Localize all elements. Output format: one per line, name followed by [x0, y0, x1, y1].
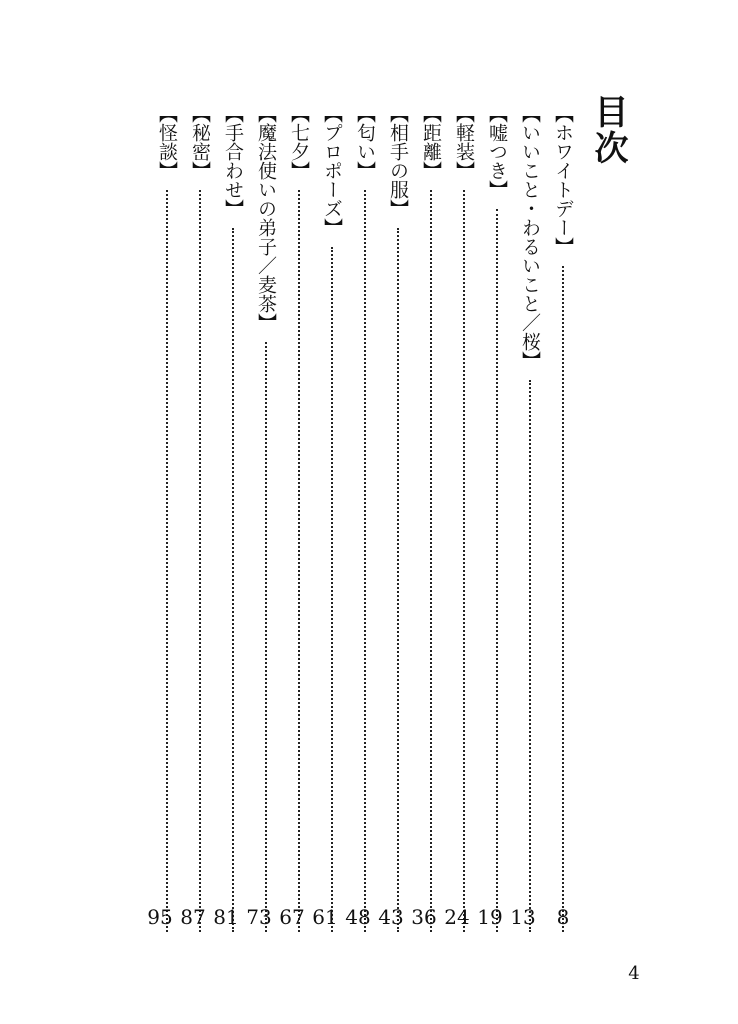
entry-title: 【距離】	[420, 104, 442, 180]
toc-entry	[255, 104, 277, 932]
entry-title: 【軽装】	[453, 104, 475, 180]
toc-title: 目次	[588, 94, 628, 166]
dot-leader	[166, 190, 168, 932]
dot-leader	[232, 228, 234, 932]
dot-leader	[331, 247, 333, 932]
page-number: 48	[345, 905, 371, 929]
page-number: 95	[147, 905, 173, 929]
dot-leader	[430, 190, 432, 932]
page-number: 36	[411, 905, 437, 929]
entry-title: 【手合わせ】	[222, 104, 244, 218]
entry-title: 【ホワイトデー】	[552, 104, 574, 256]
page-number: 67	[279, 905, 305, 929]
page-number: 24	[444, 905, 470, 929]
dot-leader	[199, 190, 201, 932]
toc-entry	[519, 104, 541, 932]
toc-entry	[387, 104, 409, 932]
page-number: 73	[246, 905, 272, 929]
page-number: 81	[213, 905, 239, 929]
entry-title: 【嘘つき】	[486, 104, 508, 199]
toc-entry	[552, 104, 574, 932]
entry-title: 【匂い】	[354, 104, 376, 180]
page-number: 43	[378, 905, 404, 929]
toc-entry	[156, 104, 178, 932]
page-number: 19	[477, 905, 503, 929]
toc-entry	[453, 104, 475, 932]
folio-page-number: 4	[628, 963, 640, 984]
dot-leader	[529, 380, 531, 932]
dot-leader	[562, 266, 564, 932]
entry-title: 【秘密】	[189, 104, 211, 180]
toc-entry	[354, 104, 376, 932]
page-number: 8	[556, 905, 570, 929]
toc-entry	[486, 104, 508, 932]
page-number: 13	[510, 905, 536, 929]
toc-entry	[222, 104, 244, 932]
toc-entry	[420, 104, 442, 932]
entry-title: 【プロポーズ】	[321, 104, 343, 237]
dot-leader	[397, 228, 399, 932]
dot-leader	[298, 190, 300, 932]
dot-leader	[265, 342, 267, 932]
entry-title: 【怪談】	[156, 104, 178, 180]
entry-title: 【七夕】	[288, 104, 310, 180]
toc-entry	[189, 104, 211, 932]
page-number: 61	[312, 905, 338, 929]
entry-title: 【いいこと・わるいこと／桜】	[519, 104, 541, 370]
toc-entry	[288, 104, 310, 932]
dot-leader	[496, 209, 498, 932]
page-number: 87	[180, 905, 206, 929]
entry-title: 【魔法使いの弟子／麦茶】	[255, 104, 277, 332]
dot-leader	[364, 190, 366, 932]
entry-title: 【相手の服】	[387, 104, 409, 218]
dot-leader	[463, 190, 465, 932]
toc-entry	[321, 104, 343, 932]
